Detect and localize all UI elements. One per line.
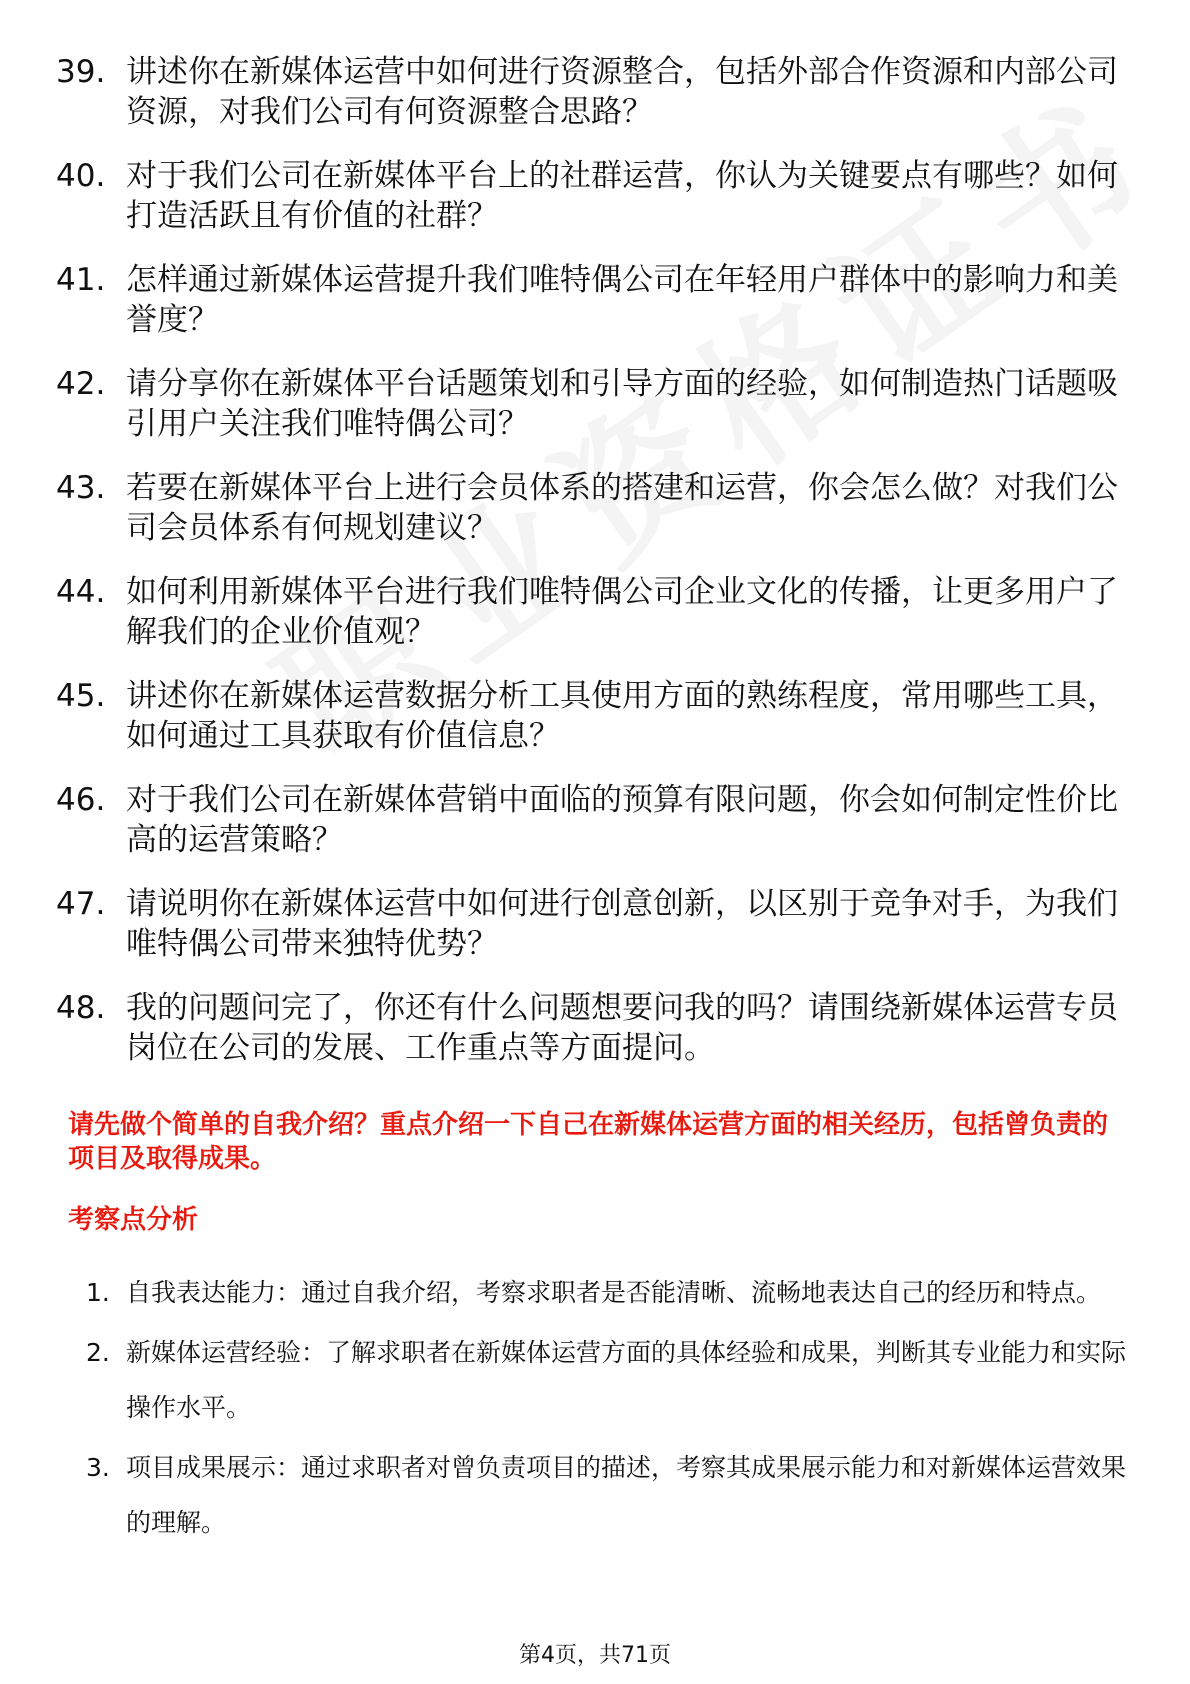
question-text: 怎样通过新媒体运营提升我们唯特偶公司在年轻用户群体中的影响力和美誉度？ [126, 262, 1118, 338]
question-number: 46. [56, 782, 106, 818]
analysis-point-number: 3. [86, 1453, 110, 1482]
question-item [56, 364, 1126, 444]
question-text: 请说明你在新媒体运营中如何进行创意创新，以区别于竞争对手，为我们唯特偶公司带来独特优势？ [126, 886, 1118, 962]
question-item [56, 572, 1126, 652]
question-text: 讲述你在新媒体运营数据分析工具使用方面的熟练程度，常用哪些工具，如何通过工具获取有价值信息？ [126, 678, 1118, 754]
analysis-point-number: 1. [86, 1278, 110, 1307]
analysis-point [86, 1325, 1126, 1435]
question-text: 我的问题问完了，你还有什么问题想要问我的吗？请围绕新媒体运营专员岗位在公司的发展、工作重点等方面提问。 [126, 990, 1118, 1066]
page-number: 第4页，共71页 [519, 1643, 671, 1668]
question-number: 47. [56, 886, 106, 922]
question-item [56, 468, 1126, 548]
question-number: 45. [56, 678, 106, 714]
question-item [56, 780, 1126, 860]
question-number: 42. [56, 366, 106, 402]
analysis-point-list [86, 1265, 1126, 1555]
question-number: 39. [56, 54, 106, 90]
analysis-point-text: 自我表达能力：通过自我介绍，考察求职者是否能清晰、流畅地表达自己的经历和特点。 [126, 1278, 1102, 1307]
analysis-point [86, 1440, 1126, 1550]
highlight-question: 请先做个简单的自我介绍？重点介绍一下自己在新媒体运营方面的相关经历，包括曾负责的项目及取得成果。 [68, 1110, 1109, 1174]
question-text: 讲述你在新媒体运营中如何进行资源整合，包括外部合作资源和内部公司资源，对我们公司有何资源整合思路？ [126, 54, 1118, 130]
analysis-point [86, 1265, 1126, 1320]
analysis-title: 考察点分析 [68, 1205, 199, 1235]
question-item [56, 884, 1126, 964]
question-number: 44. [56, 574, 106, 610]
question-text: 对于我们公司在新媒体营销中面临的预算有限问题，你会如何制定性价比高的运营策略？ [126, 782, 1118, 858]
question-number: 40. [56, 158, 106, 194]
question-item [56, 52, 1126, 132]
question-item [56, 988, 1126, 1068]
question-item [56, 260, 1126, 340]
question-item [56, 156, 1126, 236]
question-number: 41. [56, 262, 106, 298]
question-text: 若要在新媒体平台上进行会员体系的搭建和运营，你会怎么做？对我们公司会员体系有何规划建议？ [126, 470, 1118, 546]
question-text: 请分享你在新媒体平台话题策划和引导方面的经验，如何制造热门话题吸引用户关注我们唯特偶公司？ [126, 366, 1118, 442]
question-text: 如何利用新媒体平台进行我们唯特偶公司企业文化的传播，让更多用户了解我们的企业价值观？ [126, 574, 1118, 650]
question-list [56, 52, 1126, 1092]
analysis-point-number: 2. [86, 1338, 110, 1367]
question-number: 48. [56, 990, 106, 1026]
question-number: 43. [56, 470, 106, 506]
question-text: 对于我们公司在新媒体平台上的社群运营，你认为关键要点有哪些？如何打造活跃且有价值的社群？ [126, 158, 1118, 234]
analysis-point-text: 新媒体运营经验：了解求职者在新媒体运营方面的具体经验和成果，判断其专业能力和实际操作水平。 [126, 1338, 1127, 1422]
question-item [56, 676, 1126, 756]
analysis-point-text: 项目成果展示：通过求职者对曾负责项目的描述，考察其成果展示能力和对新媒体运营效果的理解。 [126, 1453, 1127, 1537]
